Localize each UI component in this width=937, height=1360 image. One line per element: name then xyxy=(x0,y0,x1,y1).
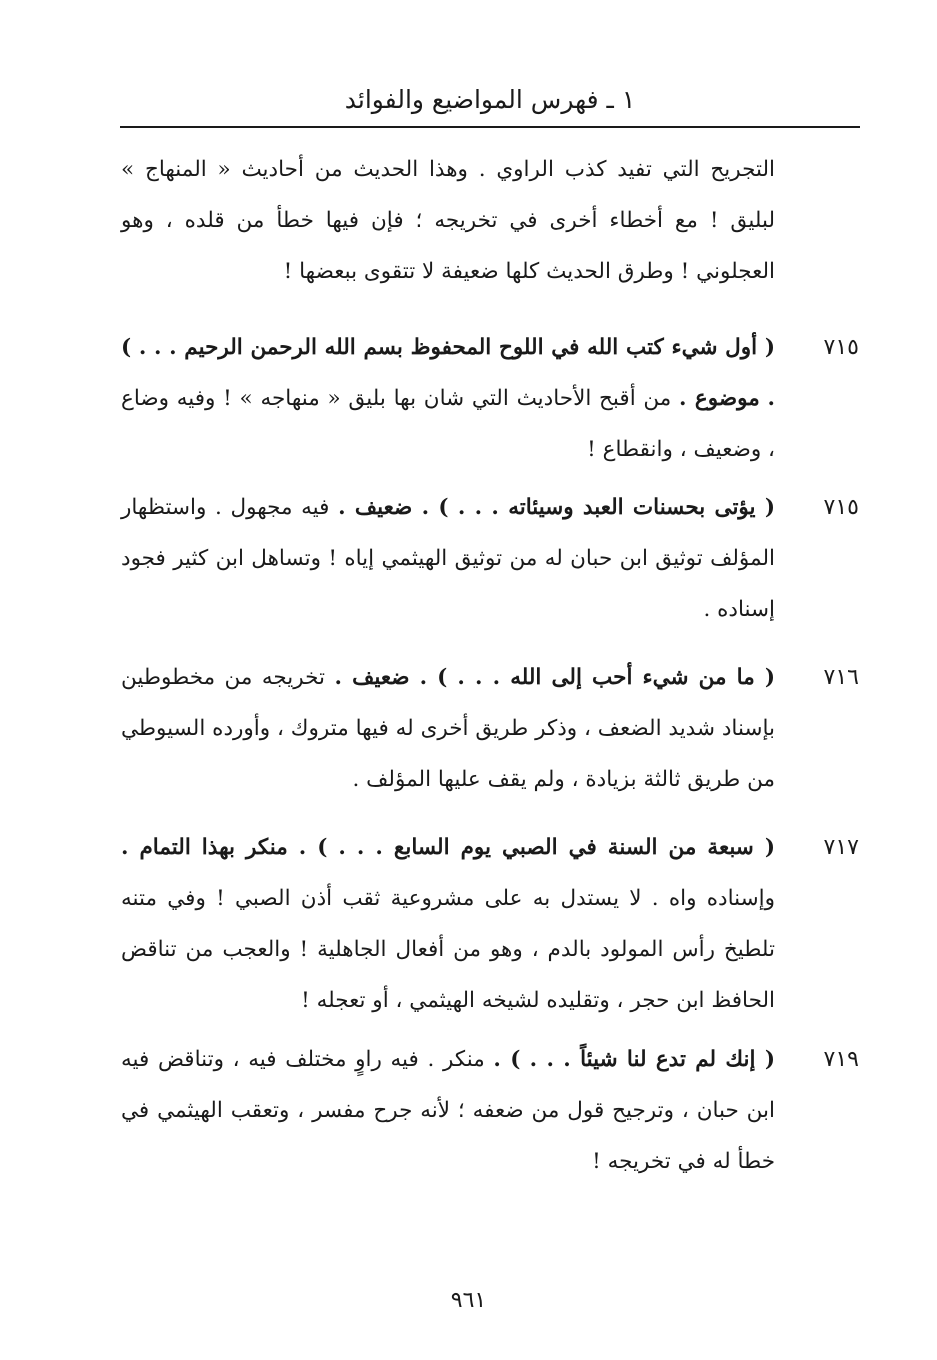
entry-hadith-title: ( إنك لم تدع لنا شيئاً . . . ) . xyxy=(493,1047,775,1072)
running-header: ١ ـ فهرس المواضيع والفوائد xyxy=(344,85,636,114)
entry-text: وإسناده واه . لا يستدل به على مشروعية ثقب أذن الصبي ! وفي متنه تلطيخ رأس المولود بالدم ، وهو من أفعال الجاهلية ! والعجب من تناقض الحافظ ابن حجر ، وتقليده لشيخه الهيثمي ، أو تعجله ! xyxy=(121,886,775,1013)
entry-verdict: منكر بهذا التمام . xyxy=(121,835,299,860)
entry-text: فيه مجهول . واستظهار المؤلف توثيق ابن حبان له من توثيق الهيثمي إياه ! وتساهل ابن كثير فجود إسناده . xyxy=(121,495,775,622)
entry-paragraph xyxy=(121,482,775,635)
entry-paragraph xyxy=(121,1034,775,1187)
entry-verdict: موضوع . xyxy=(679,386,760,411)
entry-paragraph xyxy=(121,652,775,805)
entry-hadith-title: ( سبعة من السنة في الصبي يوم السابع . . . ) . xyxy=(298,835,776,860)
entry-number: ٧١٥ xyxy=(823,335,859,360)
entry-hadith-title: ( أول شيء كتب الله في اللوح المحفوظ بسم الله الرحمن الرحيم . . . ) . xyxy=(121,335,775,411)
page-number: ٩٦١ xyxy=(450,1288,487,1313)
entry-text: تخريجه من مخطوطين بإسناد شديد الضعف ، وذكر طريق أخرى له فيها متروك ، وأورده السيوطي من طريق ثالثة بزيادة ، ولم يقف عليها المؤلف . xyxy=(121,665,775,792)
entry-text: من أقبح الأحاديث التي شان بها بليق « منهاجه » ! وفيه وضاع ، وضعيف ، وانقطاع ! xyxy=(121,386,775,462)
entry-text: منكر . فيه راوٍ مختلف فيه ، وتناقض فيه ابن حبان ، وترجيح قول من ضعفه ؛ لأنه جرح مفسر ، وتعقب الهيثمي في خطأ له في تخريجه ! xyxy=(121,1047,775,1174)
entry-paragraph xyxy=(121,322,775,475)
header-rule xyxy=(120,126,860,128)
entry-verdict: ضعيف . xyxy=(338,495,422,520)
entry-number: ٧١٩ xyxy=(823,1047,859,1072)
entry-number: ٧١٧ xyxy=(823,835,859,860)
intro-paragraph: التجريح التي تفيد كذب الراوي . وهذا الحديث من أحاديث « المنهاج » لبليق ! مع أخطاء أخرى في تخريجه ؛ فإن فيها خطأ من قلده ، وهو العجلوني ! وطرق الحديث كلها ضعيفة لا تتقوى ببعضها ! xyxy=(121,157,775,284)
entry-paragraph xyxy=(121,822,775,1026)
entry-hadith-title: ( ما من شيء أحب إلى الله . . . ) . xyxy=(419,665,776,690)
entry-hadith-title: ( يؤتى بحسنات العبد وسيئاته . . . ) . xyxy=(421,495,775,520)
entry-number: ٧١٥ xyxy=(823,495,859,520)
entry-verdict: ضعيف . xyxy=(334,665,420,690)
entry-number: ٧١٦ xyxy=(823,665,859,690)
